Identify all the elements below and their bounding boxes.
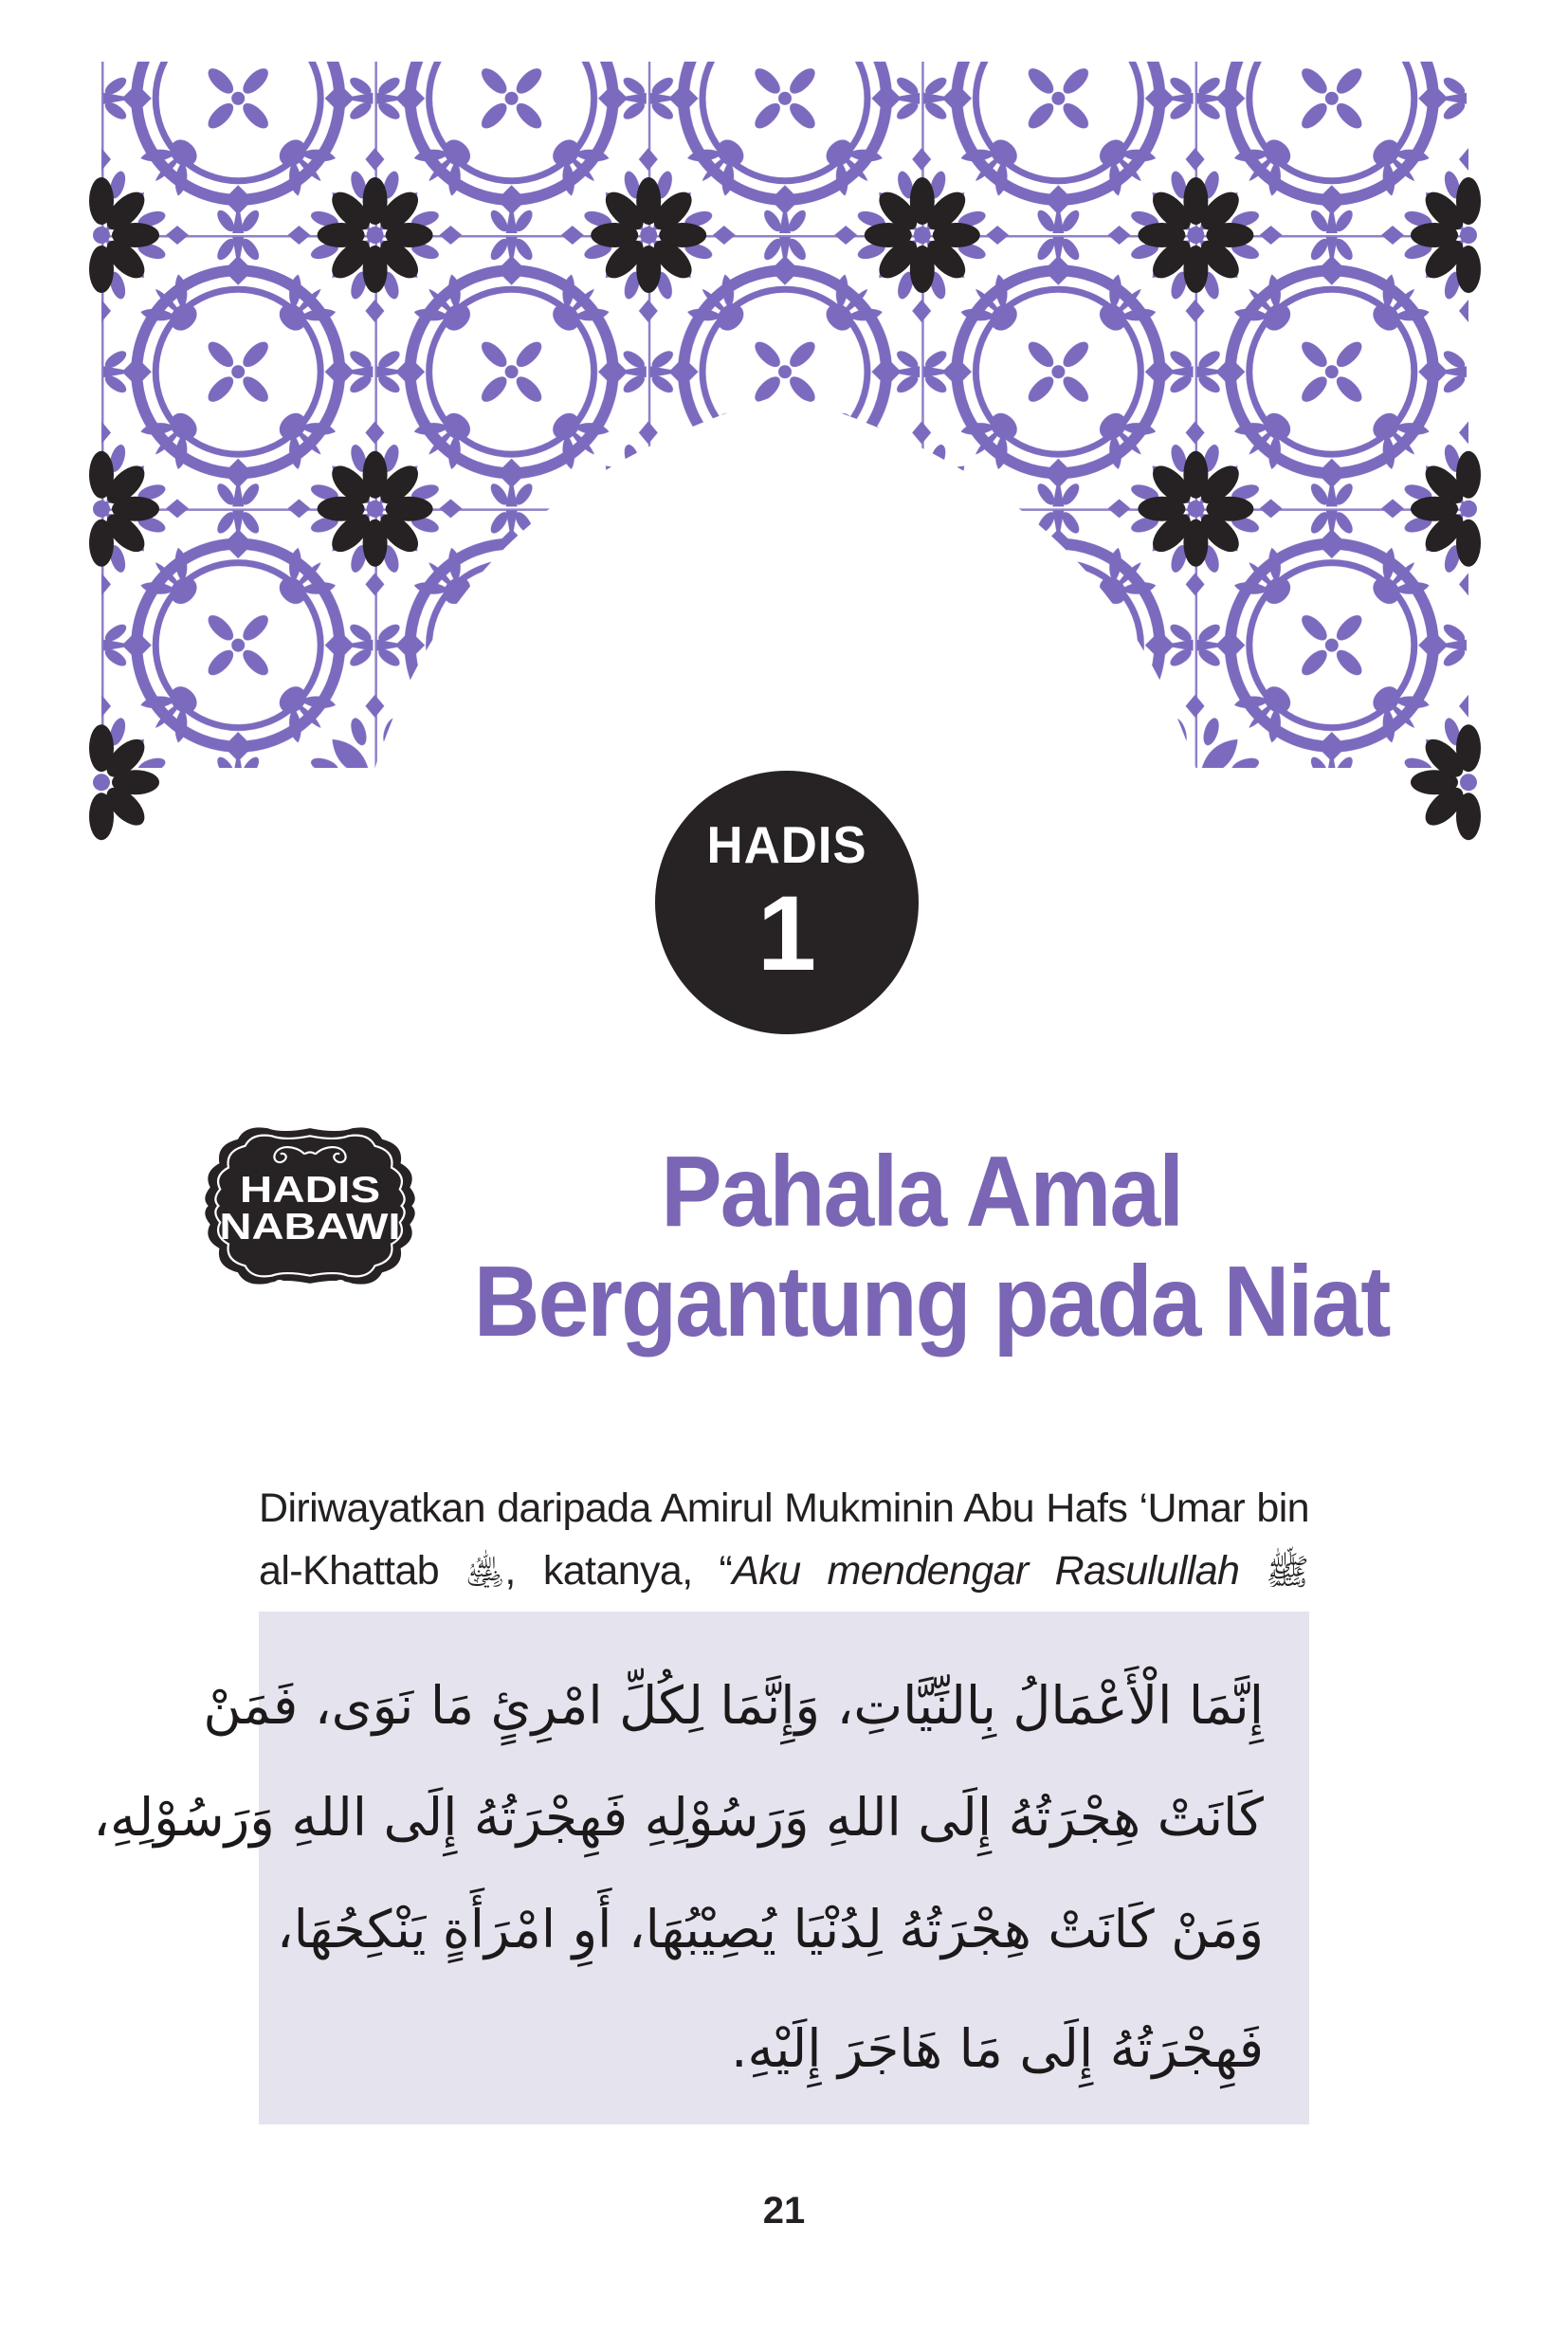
arabic-hadith-box bbox=[93, 1612, 1309, 2124]
chapter-title-line1: Pahala Amal bbox=[660, 1136, 1183, 1248]
hadis-nabawi-badge bbox=[199, 1121, 421, 1290]
tile-pattern-field bbox=[0, 0, 1568, 853]
arabic-line: إِنَّمَا الْأَعْمَالُ بِالنِّيَّاتِ، وَإِنَّمَا لِكُلِّ امْرِئٍ مَا نَوَى، فَمَنْ bbox=[203, 1675, 1264, 1736]
arabic-line: فَهِجْرَتُهُ إِلَى مَا هَاجَرَ إِلَيْهِ. bbox=[730, 2018, 1264, 2079]
hadis-number-circle bbox=[655, 771, 919, 1034]
honorific-symbol: ﷺ bbox=[1266, 1550, 1309, 1593]
arabic-hadith-text bbox=[93, 1649, 1264, 2105]
badge-line2: NABAWI bbox=[219, 1207, 401, 1248]
page-number: 21 bbox=[762, 2190, 806, 2232]
intro-text-segment: Aku mendengar Rasulullah bbox=[732, 1547, 1267, 1594]
chapter-title bbox=[428, 1138, 1414, 1357]
hadis-circle-label: HADIS bbox=[706, 814, 867, 874]
arabic-line: وَمَنْ كَانَتْ هِجْرَتُهُ لِدُنْيَا يُصِيْبُهَا، أَوِ امْرَأَةٍ يَنْكِحُهَا، bbox=[276, 1899, 1264, 1959]
tile-arch-ornament bbox=[0, 0, 1568, 853]
intro-text-segment: Diriwayatkan daripada Amirul Mukminin Abu Hafs ‘Umar bin al-Khattab bbox=[259, 1485, 1309, 1594]
badge-line1: HADIS bbox=[239, 1170, 381, 1212]
hadis-circle-number: 1 bbox=[757, 873, 817, 993]
honorific-symbol: ﵁ bbox=[465, 1550, 505, 1593]
intro-text-segment: , katanya, “ bbox=[504, 1547, 733, 1594]
arabic-line: كَانَتْ هِجْرَتُهُ إِلَى اللهِ وَرَسُوْلِهِ فَهِجْرَتُهُ إِلَى اللهِ وَرَسُوْلِهِ، bbox=[93, 1787, 1264, 1848]
chapter-title-line2: Bergantung pada Niat bbox=[473, 1245, 1390, 1358]
